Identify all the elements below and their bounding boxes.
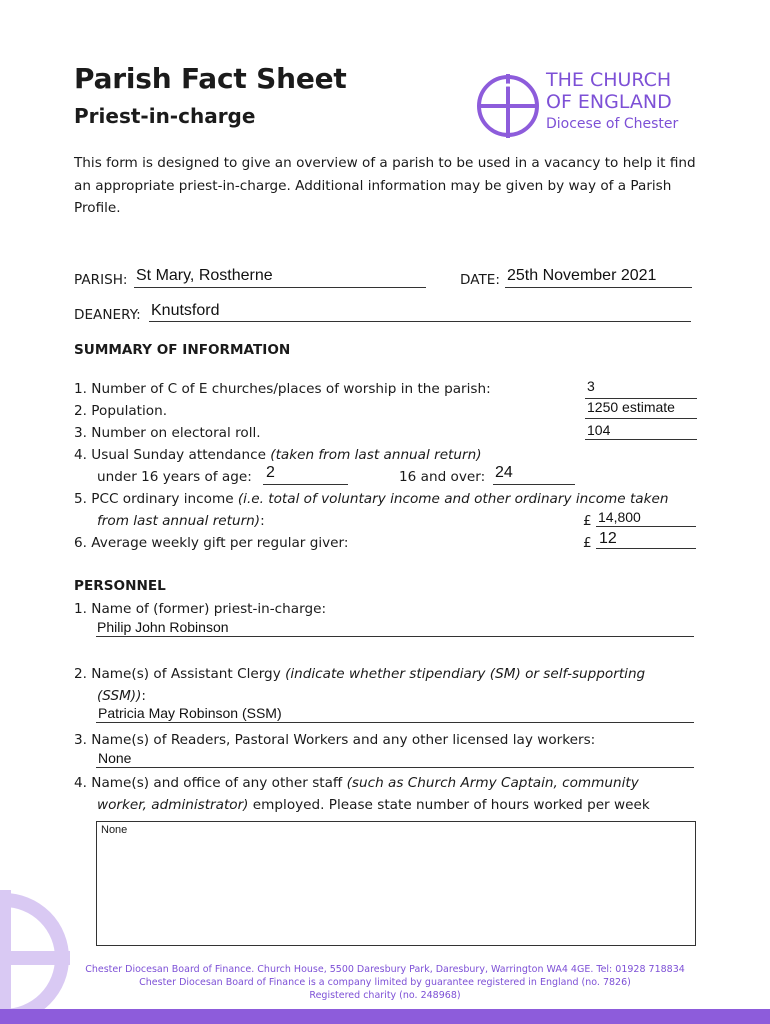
churches-field[interactable]: 3 xyxy=(587,378,595,394)
footer-company: Chester Diocesan Board of Finance is a company limited by guarantee registered in England (no. 7826) xyxy=(139,977,631,988)
pcc-income-line xyxy=(596,526,696,527)
question-population: 2. Population. xyxy=(74,403,168,419)
over16-line xyxy=(493,484,575,485)
brand-diocese: Diocese of Chester xyxy=(546,116,679,132)
page-title: Parish Fact Sheet xyxy=(74,62,347,95)
question-churches: 1. Number of C of E churches/places of worship in the parish: xyxy=(74,381,491,397)
question-readers: 3. Name(s) of Readers, Pastoral Workers and any other licensed lay workers: xyxy=(74,732,596,748)
over16-label: 16 and over: xyxy=(399,469,486,485)
question-electoral-roll: 3. Number on electoral roll. xyxy=(74,425,261,441)
other-staff-text: 4. Name(s) and office of any other staff xyxy=(74,775,347,791)
pcc-income-note: (i.e. total of voluntary income and other ordinary income taken xyxy=(237,491,669,507)
electoral-roll-line xyxy=(585,439,697,440)
footer-charity: Registered charity (no. 248968) xyxy=(309,990,461,1001)
pcc-income-text: 5. PCC ordinary income xyxy=(74,491,238,507)
weekly-gift-field[interactable]: 12 xyxy=(599,530,617,547)
other-staff-field-value: None xyxy=(101,824,128,836)
parish-label: PARISH: xyxy=(74,272,128,288)
assistant-clergy-note-cont: (SSM)) xyxy=(97,688,142,704)
date-label: DATE: xyxy=(460,272,500,288)
assistant-clergy-text: 2. Name(s) of Assistant Clergy xyxy=(74,666,286,682)
pcc-income-field[interactable]: 14,800 xyxy=(598,509,641,525)
church-logo-icon xyxy=(474,68,544,140)
question-former-priest: 1. Name of (former) priest-in-charge: xyxy=(74,601,327,617)
readers-field[interactable]: None xyxy=(98,750,132,766)
former-priest-line xyxy=(96,636,694,637)
page-subtitle: Priest-in-charge xyxy=(74,104,256,128)
pcc-income-note-cont: from last annual return) xyxy=(97,513,261,529)
intro-text: This form is designed to give an overview of a parish to be used in a vacancy to help it find an appropriate priest-in-charge. Additional information may be given by way of a Parish Profile. xyxy=(74,155,696,216)
personnel-heading: PERSONNEL xyxy=(74,578,166,594)
population-field[interactable]: 1250 estimate xyxy=(587,399,675,415)
over16-field[interactable]: 24 xyxy=(495,464,513,481)
assistant-clergy-field[interactable]: Patricia May Robinson (SSM) xyxy=(98,705,282,721)
question-assistant-clergy xyxy=(74,663,645,685)
pcc-income-colon: : xyxy=(260,513,265,529)
other-staff-hours-text: employed. Please state number of hours worked per week xyxy=(248,797,650,813)
under16-label: under 16 years of age: xyxy=(97,469,252,485)
deanery-field[interactable]: Knutsford xyxy=(151,302,220,319)
under16-field[interactable]: 2 xyxy=(266,464,275,481)
assistant-clergy-line xyxy=(96,722,694,723)
readers-line xyxy=(96,767,694,768)
parish-field-line xyxy=(134,287,426,288)
other-staff-note-cont: worker, administrator) xyxy=(97,797,249,813)
summary-heading: SUMMARY OF INFORMATION xyxy=(74,342,291,358)
other-staff-note: (such as Church Army Captain, community xyxy=(346,775,639,791)
other-staff-line-2 xyxy=(97,794,650,816)
former-priest-field[interactable]: Philip John Robinson xyxy=(97,619,229,635)
pound-sign-2: £ xyxy=(583,535,592,551)
deanery-field-line xyxy=(149,321,691,322)
question-attendance xyxy=(74,444,482,466)
footer-address: Chester Diocesan Board of Finance. Church House, 5500 Daresbury Park, Daresbury, Warrington WA4 4GE. Tel: 01928 718834 xyxy=(85,964,685,975)
deanery-label: DEANERY: xyxy=(74,307,141,323)
date-field[interactable]: 25th November 2021 xyxy=(507,267,657,284)
parish-field[interactable]: St Mary, Rostherne xyxy=(136,267,273,284)
population-line xyxy=(585,418,697,419)
question-other-staff xyxy=(74,772,639,794)
attendance-text: 4. Usual Sunday attendance xyxy=(74,447,271,463)
under16-line xyxy=(263,484,348,485)
assistant-clergy-note: (indicate whether stipendiary (SM) or self-supporting xyxy=(285,666,646,682)
assistant-clergy-note-2 xyxy=(97,685,146,707)
weekly-gift-line xyxy=(596,548,696,549)
question-weekly-gift: 6. Average weekly gift per regular giver: xyxy=(74,535,349,551)
brand-line-1: THE CHURCH xyxy=(546,69,672,91)
date-field-line xyxy=(505,287,692,288)
pound-sign: £ xyxy=(583,513,592,529)
question-pcc-income xyxy=(74,488,668,510)
pcc-income-note-2 xyxy=(97,510,265,532)
other-staff-textarea[interactable] xyxy=(96,821,696,946)
brand-line-2: OF ENGLAND xyxy=(546,91,672,113)
attendance-note: (taken from last annual return) xyxy=(270,447,482,463)
assistant-clergy-colon: : xyxy=(141,688,147,704)
electoral-roll-field[interactable]: 104 xyxy=(587,422,611,438)
footer-bar xyxy=(0,1009,770,1024)
